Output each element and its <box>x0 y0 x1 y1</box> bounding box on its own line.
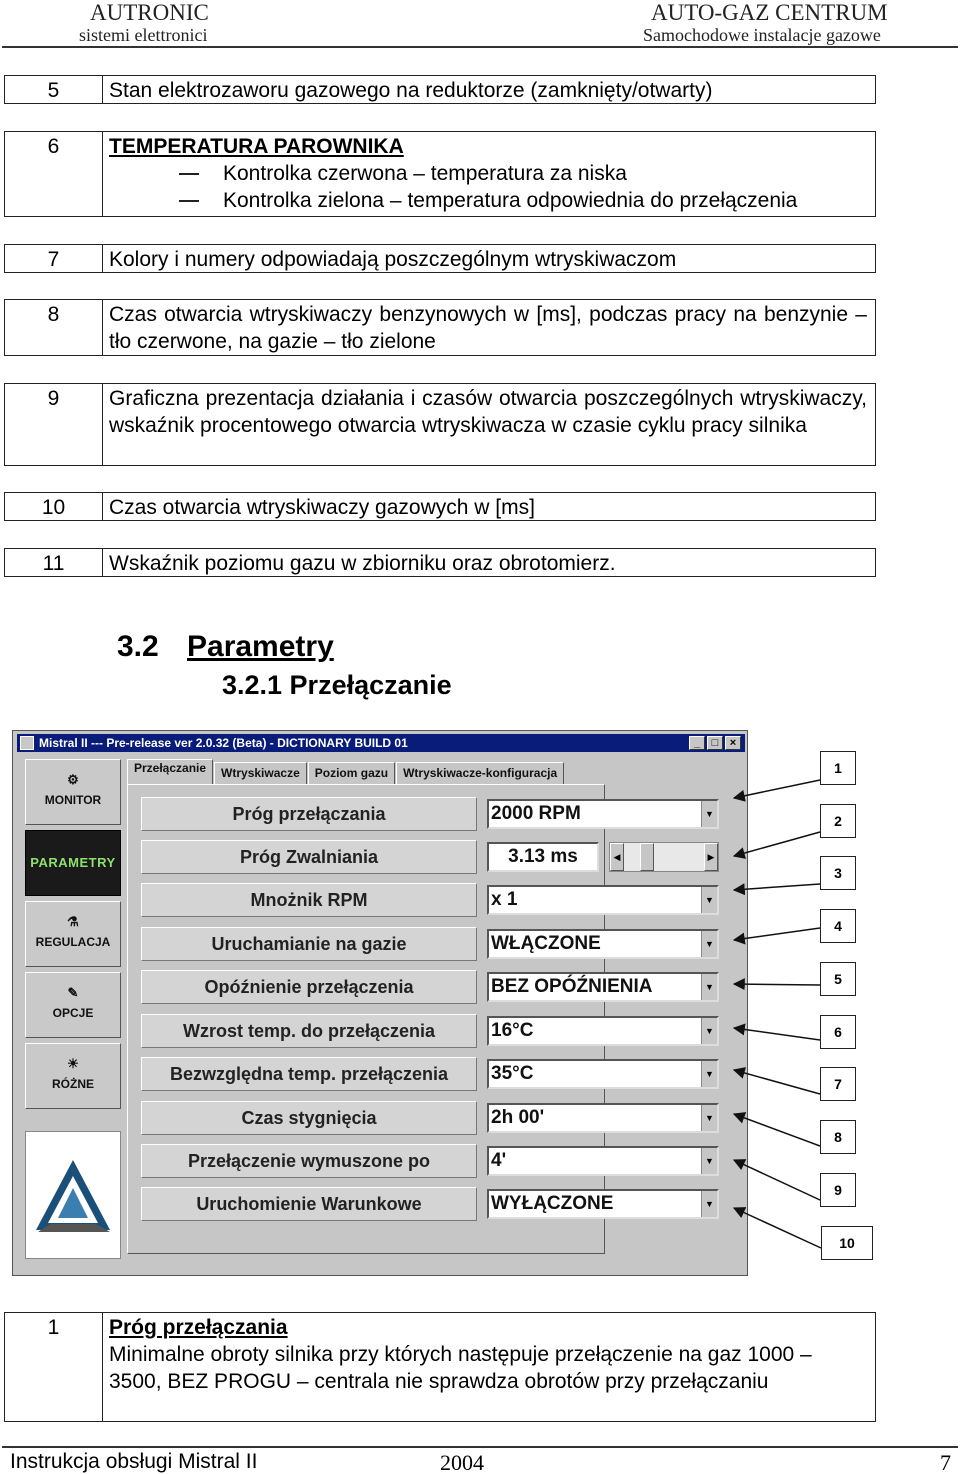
item-number: 11 <box>5 549 103 576</box>
item-text: Wskaźnik poziomu gazu w zbiorniku oraz obrotomierz. <box>109 552 616 575</box>
item-number: 5 <box>5 76 103 103</box>
header-brand-left: AUTRONIC <box>90 0 209 25</box>
chevron-down-icon[interactable]: ▼ <box>701 931 717 957</box>
tab-wtryskiwacze[interactable]: Wtryskiwacze <box>214 762 307 784</box>
callout-label: 9 <box>820 1173 856 1207</box>
tools-icon: ✎ <box>67 985 79 1000</box>
footer-title: Instrukcja obsługi Mistral II <box>10 1450 258 1473</box>
item-number: 6 <box>5 132 103 216</box>
item-bullet-text: Kontrolka czerwona – temperatura za niska <box>223 162 627 185</box>
callout-label: 4 <box>820 909 856 943</box>
header-brand-left-subtitle: sistemi elettronici <box>79 25 208 45</box>
param-dropdown[interactable] <box>487 885 719 915</box>
param-value-field: 3.13 ms <box>487 842 599 872</box>
window-title: Mistral II --- Pre-release ver 2.0.32 (Beta) - DICTIONARY BUILD 01 <box>39 736 408 750</box>
header-rule <box>2 46 958 48</box>
callout-label: 8 <box>820 1120 856 1154</box>
subsection-heading: 3.2.1 Przełączanie <box>222 670 452 700</box>
param-dropdown[interactable] <box>487 972 719 1002</box>
param-value: WŁĄCZONE <box>491 933 601 954</box>
param-dropdown[interactable] <box>487 1103 719 1133</box>
param-label: Wzrost temp. do przełączenia <box>141 1014 477 1048</box>
param-slider[interactable] <box>609 842 719 872</box>
item-number: 1 <box>5 1313 103 1421</box>
callout-label: 6 <box>820 1015 856 1049</box>
param-value: 2h 00' <box>491 1107 545 1128</box>
param-label: Bezwzględna temp. przełączenia <box>141 1057 477 1091</box>
sidebar-label: OPCJE <box>52 1006 94 1020</box>
sidebar-label: RÓŻNE <box>52 1077 94 1091</box>
sidebar-button-parametry[interactable] <box>25 830 121 896</box>
tab-bar <box>127 762 565 784</box>
item-number: 8 <box>5 300 103 355</box>
chevron-down-icon[interactable]: ▼ <box>701 887 717 913</box>
param-dropdown[interactable] <box>487 1059 719 1089</box>
minimize-icon[interactable]: _ <box>689 736 705 750</box>
item-bullet-text: Kontrolka zielona – temperatura odpowiednia do przełączenia <box>223 189 798 212</box>
app-icon <box>20 736 34 750</box>
header-brand-right: AUTO-GAZ CENTRUM <box>651 0 888 25</box>
chevron-down-icon[interactable]: ▼ <box>701 1191 717 1217</box>
param-row <box>141 1014 721 1048</box>
param-row <box>141 1187 721 1221</box>
chevron-down-icon[interactable]: ▼ <box>701 1148 717 1174</box>
callout-label: 5 <box>820 962 856 996</box>
brand-logo <box>25 1131 121 1259</box>
param-value: 16°C <box>491 1020 534 1041</box>
item-bullet <box>109 187 867 214</box>
slider-thumb[interactable] <box>640 843 654 871</box>
item-row-11 <box>4 548 876 577</box>
footer-year: 2004 <box>440 1450 484 1474</box>
param-row <box>141 1101 721 1135</box>
item-text: Graficzna prezentacja działania i czasów otwarcia poszczególnych wtryskiwaczy, wskaźnik procentowego otwarcia wtryskiwacza w czasie cyklu pracy silnika <box>109 387 867 437</box>
callout-label: 1 <box>820 751 856 785</box>
callout-label: 7 <box>820 1067 856 1101</box>
param-label: Uruchomienie Warunkowe <box>141 1187 477 1221</box>
item-number: 7 <box>5 245 103 272</box>
param-value: 35°C <box>491 1063 534 1084</box>
section-heading <box>117 630 334 664</box>
param-row <box>141 1057 721 1091</box>
param-row <box>141 840 721 874</box>
tab-poziom-gazu[interactable]: Poziom gazu <box>308 762 395 784</box>
tab-wtryskiwacze-konfiguracja[interactable]: Wtryskiwacze-konfiguracja <box>396 762 564 784</box>
param-label: Opóźnienie przełączenia <box>141 970 477 1004</box>
app-window-screenshot <box>12 730 748 1276</box>
arrow-right-icon[interactable]: ▶ <box>704 843 718 871</box>
param-label: Mnożnik RPM <box>141 883 477 917</box>
callout-label: 3 <box>820 856 856 890</box>
callout-label: 2 <box>820 804 856 838</box>
item-number: 9 <box>5 384 103 465</box>
chevron-down-icon[interactable]: ▼ <box>701 801 717 827</box>
param-label: Próg przełączania <box>141 797 477 831</box>
sidebar-label: MONITOR <box>44 793 102 807</box>
triangle-logo-icon <box>26 1132 120 1258</box>
item-row-10 <box>4 492 876 521</box>
maximize-icon[interactable]: □ <box>707 736 723 750</box>
close-icon[interactable]: × <box>725 736 741 750</box>
page-header <box>0 0 960 48</box>
window-titlebar <box>17 734 745 752</box>
item-title: TEMPERATURA PAROWNIKA <box>109 135 404 158</box>
description-row-1 <box>4 1312 876 1422</box>
callout-label: 10 <box>821 1226 873 1260</box>
param-row <box>141 797 721 831</box>
dash-marker <box>179 173 199 175</box>
sidebar-label: PARAMETRY <box>30 855 116 870</box>
item-bullet <box>109 160 867 187</box>
param-dropdown[interactable] <box>487 799 719 829</box>
param-label: Czas stygnięcia <box>141 1101 477 1135</box>
param-value: BEZ OPÓŹNIENIA <box>491 976 653 997</box>
param-dropdown[interactable] <box>487 1146 719 1176</box>
item-title: Próg przełączania <box>109 1316 288 1339</box>
item-row-7 <box>4 244 876 273</box>
param-dropdown[interactable] <box>487 1189 719 1219</box>
item-text: Czas otwarcia wtryskiwaczy benzynowych w [ms], podczas pracy na benzynie – tło czerwone, na gazie – tło zielone <box>109 303 867 353</box>
param-value: x 1 <box>491 889 518 910</box>
gear-icon: ⚙ <box>67 772 79 787</box>
sidebar-button-monitor[interactable] <box>25 759 121 825</box>
param-row <box>141 883 721 917</box>
param-value: 2000 RPM <box>491 803 581 824</box>
item-row-9 <box>4 383 876 466</box>
tab-przelaczanie[interactable]: Przełączanie <box>127 759 213 785</box>
lightbulb-icon: ☀ <box>67 1056 79 1071</box>
item-text: Minimalne obroty silnika przy których następuje przełączenie na gaz 1000 – 3500, BEZ PROGU – centrala nie sprawdza obrotów przy przełączaniu <box>109 1343 812 1393</box>
param-label: Próg Zwalniania <box>141 840 477 874</box>
chevron-down-icon[interactable]: ▼ <box>701 1018 717 1044</box>
footer-rule <box>2 1446 958 1448</box>
item-row-6 <box>4 131 876 217</box>
item-row-5 <box>4 75 876 104</box>
item-number: 10 <box>5 493 103 520</box>
param-value: 4' <box>491 1150 507 1171</box>
chevron-down-icon[interactable]: ▼ <box>701 1105 717 1131</box>
sidebar-button-opcje[interactable] <box>25 972 121 1038</box>
item-text: Kolory i numery odpowiadają poszczególnym wtryskiwaczom <box>109 248 677 271</box>
header-brand-right-subtitle: Samochodowe instalacje gazowe <box>643 25 881 45</box>
dash-marker <box>179 200 199 202</box>
item-text-block <box>109 1314 867 1395</box>
flask-icon: ⚗ <box>67 914 79 929</box>
section-number: 3.2 <box>117 630 159 663</box>
chevron-down-icon[interactable]: ▼ <box>701 1061 717 1087</box>
page-number: 7 <box>940 1450 951 1474</box>
param-row <box>141 1144 721 1178</box>
param-label: Uruchamianie na gazie <box>141 927 477 961</box>
item-row-8 <box>4 299 876 356</box>
param-label: Przełączenie wymuszone po <box>141 1144 477 1178</box>
param-value: WYŁĄCZONE <box>491 1193 614 1214</box>
param-dropdown[interactable] <box>487 929 719 959</box>
section-title: Parametry <box>187 630 334 663</box>
sidebar-label: REGULACJA <box>35 935 111 949</box>
arrow-left-icon[interactable]: ◀ <box>610 843 624 871</box>
param-row <box>141 927 721 961</box>
chevron-down-icon[interactable]: ▼ <box>701 974 717 1000</box>
item-text: Stan elektrozaworu gazowego na reduktorze (zamknięty/otwarty) <box>109 79 713 102</box>
item-text-block <box>109 133 867 214</box>
sidebar-button-rozne[interactable] <box>25 1043 121 1109</box>
window-controls <box>689 736 741 750</box>
sidebar-button-regulacja[interactable] <box>25 901 121 967</box>
param-row <box>141 970 721 1004</box>
item-text: Czas otwarcia wtryskiwaczy gazowych w [ms] <box>109 496 535 519</box>
param-dropdown[interactable] <box>487 1016 719 1046</box>
